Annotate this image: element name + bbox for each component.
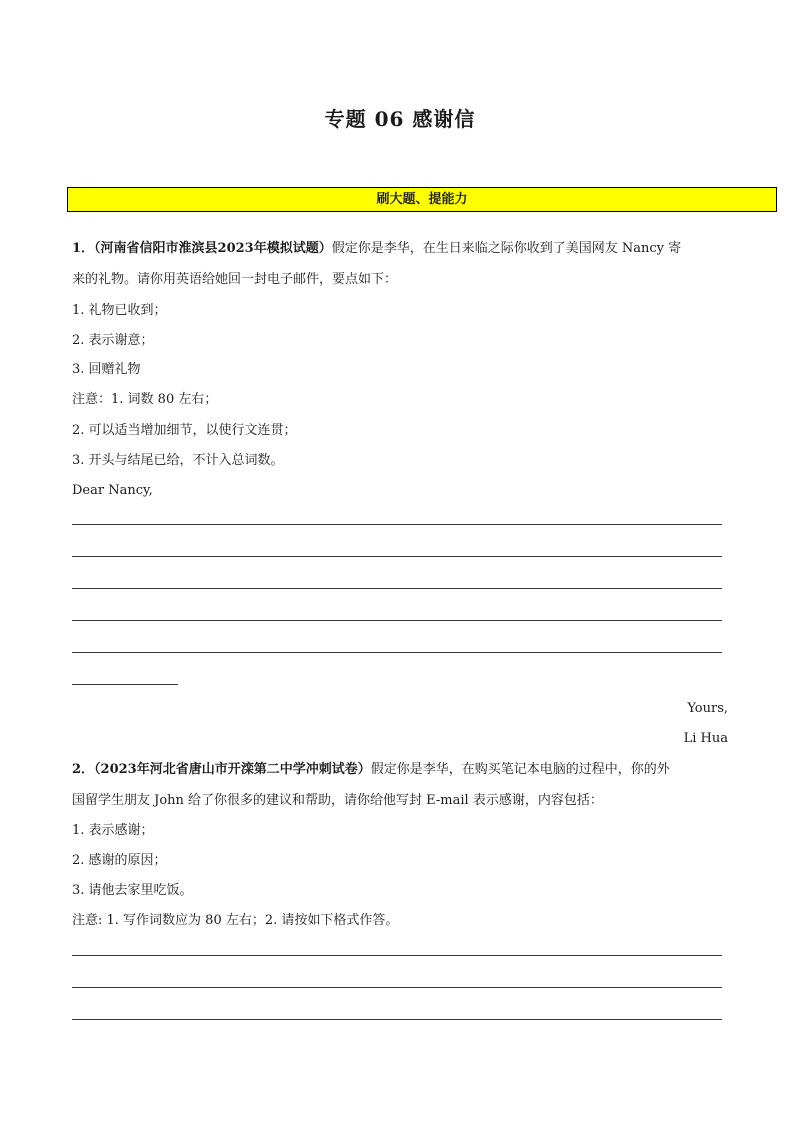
q1-note-1: 注意：1. 词数 80 左右； <box>72 392 218 407</box>
page-title: 专题 06 感谢信 <box>324 107 476 131</box>
q2-answer-line[interactable] <box>72 955 722 956</box>
q2-prompt-line1 <box>72 761 670 779</box>
q1-point-1: 1. 礼物已收到； <box>72 303 167 318</box>
section-banner: 刷大题、提能力 <box>67 187 777 212</box>
q1-point-3: 3. 回赠礼物 <box>72 362 141 377</box>
q1-closing: Yours, <box>687 701 728 716</box>
q2-point-2: 2. 感谢的原因； <box>72 853 167 868</box>
q1-note-2: 2. 可以适当增加细节，以使行文连贯； <box>72 423 297 438</box>
q2-note: 注意: 1. 写作词数应为 80 左右；2. 请按如下格式作答。 <box>72 913 399 928</box>
q1-answer-line[interactable] <box>72 620 722 621</box>
q1-point-2: 2. 表示谢意； <box>72 333 154 348</box>
q1-signature: Li Hua <box>683 731 728 746</box>
q2-point-1: 1. 表示感谢； <box>72 823 154 838</box>
q1-prompt-line2: 来的礼物。请你用英语给她回一封电子邮件，要点如下： <box>72 272 398 287</box>
q2-answer-line[interactable] <box>72 987 722 988</box>
q1-answer-line[interactable] <box>72 524 722 525</box>
q2-prompt-text1: 假定你是李华，在购买笔记本电脑的过程中，你的外 <box>370 762 670 777</box>
q2-number: 2． <box>72 762 95 777</box>
q1-source: （河南省信阳市淮滨县2023年模拟试题） <box>94 241 332 256</box>
q2-source: （2023年河北省唐山市开滦第二中学冲刺试卷） <box>94 762 371 777</box>
q2-point-3: 3. 请他去家里吃饭。 <box>72 883 193 898</box>
q2-answer-line[interactable] <box>72 1019 722 1020</box>
q1-answer-line[interactable] <box>72 652 722 653</box>
q1-prompt-text1: 假定你是李华，在生日来临之际你收到了美国网友 Nancy 寄 <box>331 241 682 256</box>
q1-answer-line-short[interactable] <box>72 684 178 685</box>
q1-salutation: Dear Nancy, <box>72 483 153 498</box>
q1-number: 1． <box>72 241 95 256</box>
q1-answer-line[interactable] <box>72 556 722 557</box>
q1-prompt-line1 <box>72 240 681 258</box>
q1-note-3: 3. 开头与结尾已给，不计入总词数。 <box>72 453 284 468</box>
q1-answer-line[interactable] <box>72 588 722 589</box>
q2-prompt-line2: 国留学生朋友 John 给了你很多的建议和帮助，请你给他写封 E-mail 表示感谢，内容包括： <box>72 793 603 808</box>
